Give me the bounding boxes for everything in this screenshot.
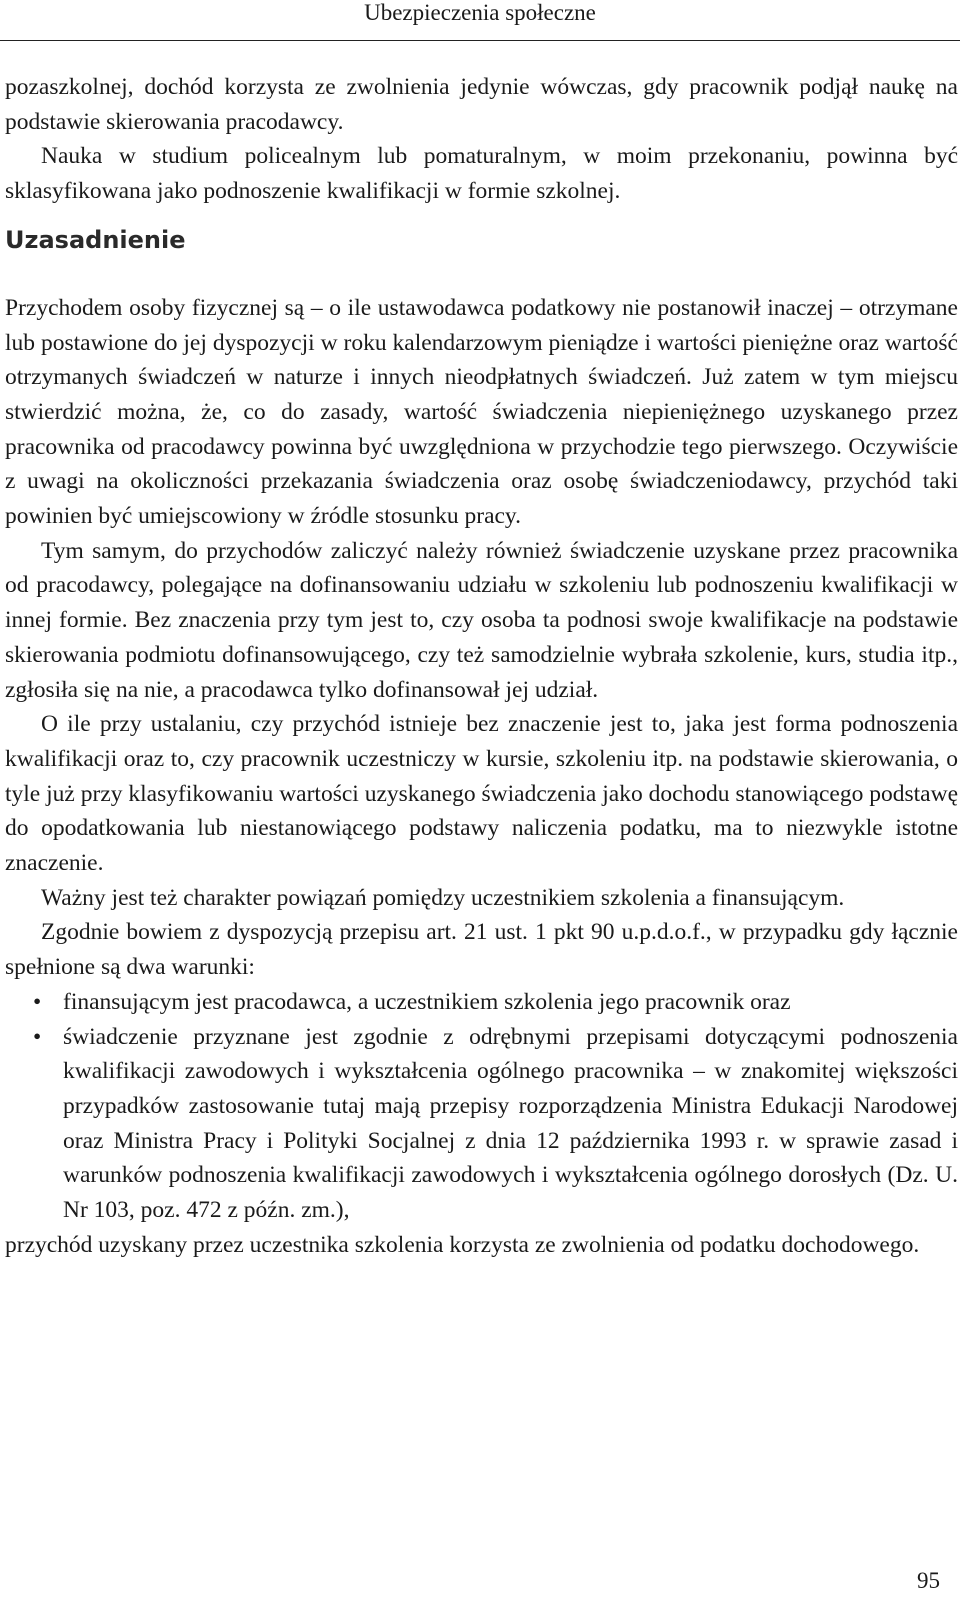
closing-paragraph: przychód uzyskany przez uczestnika szkolenia korzysta ze zwolnienia od podatku dochodowego. — [5, 1231, 920, 1258]
list-item-text: świadczenie przyznane jest zgodnie z odrębnymi przepisami dotyczącymi podnoszenia kwalifikacji zawodowych i wykształcenia ogólnego pracownika – w znakomitej większości przypadków zastosowanie tutaj mają przepisy rozporządzenia Ministra Edukacji Narodowej oraz Ministra Pracy i Polityki Socjalnej z dnia 12 października 1993 r. w sprawie zasad i warunków podnoszenia kwalifikacji zawodowych i wykształcenia ogólnego dorosłych (Dz. U. Nr 103, poz. 472 z późn. zm.), — [63, 1023, 958, 1224]
body-paragraph-5: Zgodnie bowiem z dyspozycją przepisu art. 21 ust. 1 pkt 90 u.p.d.o.f., w przypadku gdy łącznie spełnione są dwa warunki: — [5, 919, 958, 981]
page-number: 95 — [917, 1568, 940, 1593]
body-paragraph-1: Przychodem osoby fizycznej są – o ile ustawodawca podatkowy nie postanowił inaczej – otrzymane lub postawione do jej dyspozycji w roku kalendarzowym pieniądze i wartości pieniężne oraz wartość otrzymanych świadczeń w naturze i innych nieodpłatnych świadczeń. Już zatem w tym miejscu stwierdzić można, że, co do zasady, wartość świadczenia niepieniężnego uzyskanego przez pracownika od pracodawcy powinna być uwzględniona w przychodzie tego pierwszego. Oczywiście z uwagi na okoliczności przekazania świadczenia oraz osobę świadczeniodawcy, przychód taki powinien być umiejscowiony w źródle stosunku pracy. — [5, 294, 958, 530]
body-paragraph-4: Ważny jest też charakter powiązań pomiędzy uczestnikiem szkolenia a finansującym. — [41, 884, 845, 911]
intro-paragraph-continuation: pozaszkolnej, dochód korzysta ze zwolnienia jedynie wówczas, gdy pracownik podjął naukę na podstawie skierowania pracodawcy. — [5, 74, 958, 135]
list-item-text: finansującym jest pracodawca, a uczestnikiem szkolenia jego pracownik oraz — [63, 988, 791, 1015]
page-content — [5, 70, 958, 1263]
body-paragraph-3: O ile przy ustalaniu, czy przychód istnieje bez znaczenie jest to, jaka jest forma podnoszenia kwalifikacji oraz to, czy pracownik uczestniczy w kursie, szkoleniu itp. na podstawie skierowania, o tyle już przy klasyfikowaniu wartości uzyskanego świadczenia jako dochodu stanowiącego podstawę do opodatkowania lub niestanowiącego podstawy naliczenia podatku, ma to niezwykle istotne znaczenie. — [5, 711, 958, 877]
intro-paragraph: Nauka w studium policealnym lub pomaturalnym, w moim przekonaniu, powinna być sklasyfikowana jako podnoszenie kwalifikacji w formie szkolnej. — [5, 143, 958, 205]
conditions-list — [5, 985, 958, 1228]
section-heading: Uzasadnienie — [5, 225, 186, 254]
body-paragraph-2: Tym samym, do przychodów zaliczyć należy również świadczenie uzyskane przez pracownika od pracodawcy, polegające na dofinansowaniu udziału w szkoleniu lub podnoszeniu kwalifikacji w innej formie. Bez znaczenia przy tym jest to, czy osoba ta podnosi swoje kwalifikacje na podstawie skierowania podmiotu dofinansowującego, czy też samodzielnie wybrała szkolenie, kurs, studia itp., zgłosiła się na nie, a pracodawca tylko dofinansował jej udział. — [5, 537, 958, 703]
bullet-icon: • — [33, 988, 42, 1015]
list-item — [5, 985, 958, 1020]
bullet-icon: • — [33, 1023, 42, 1050]
list-item — [5, 1020, 958, 1228]
running-header: Ubezpieczenia społeczne — [0, 0, 960, 41]
